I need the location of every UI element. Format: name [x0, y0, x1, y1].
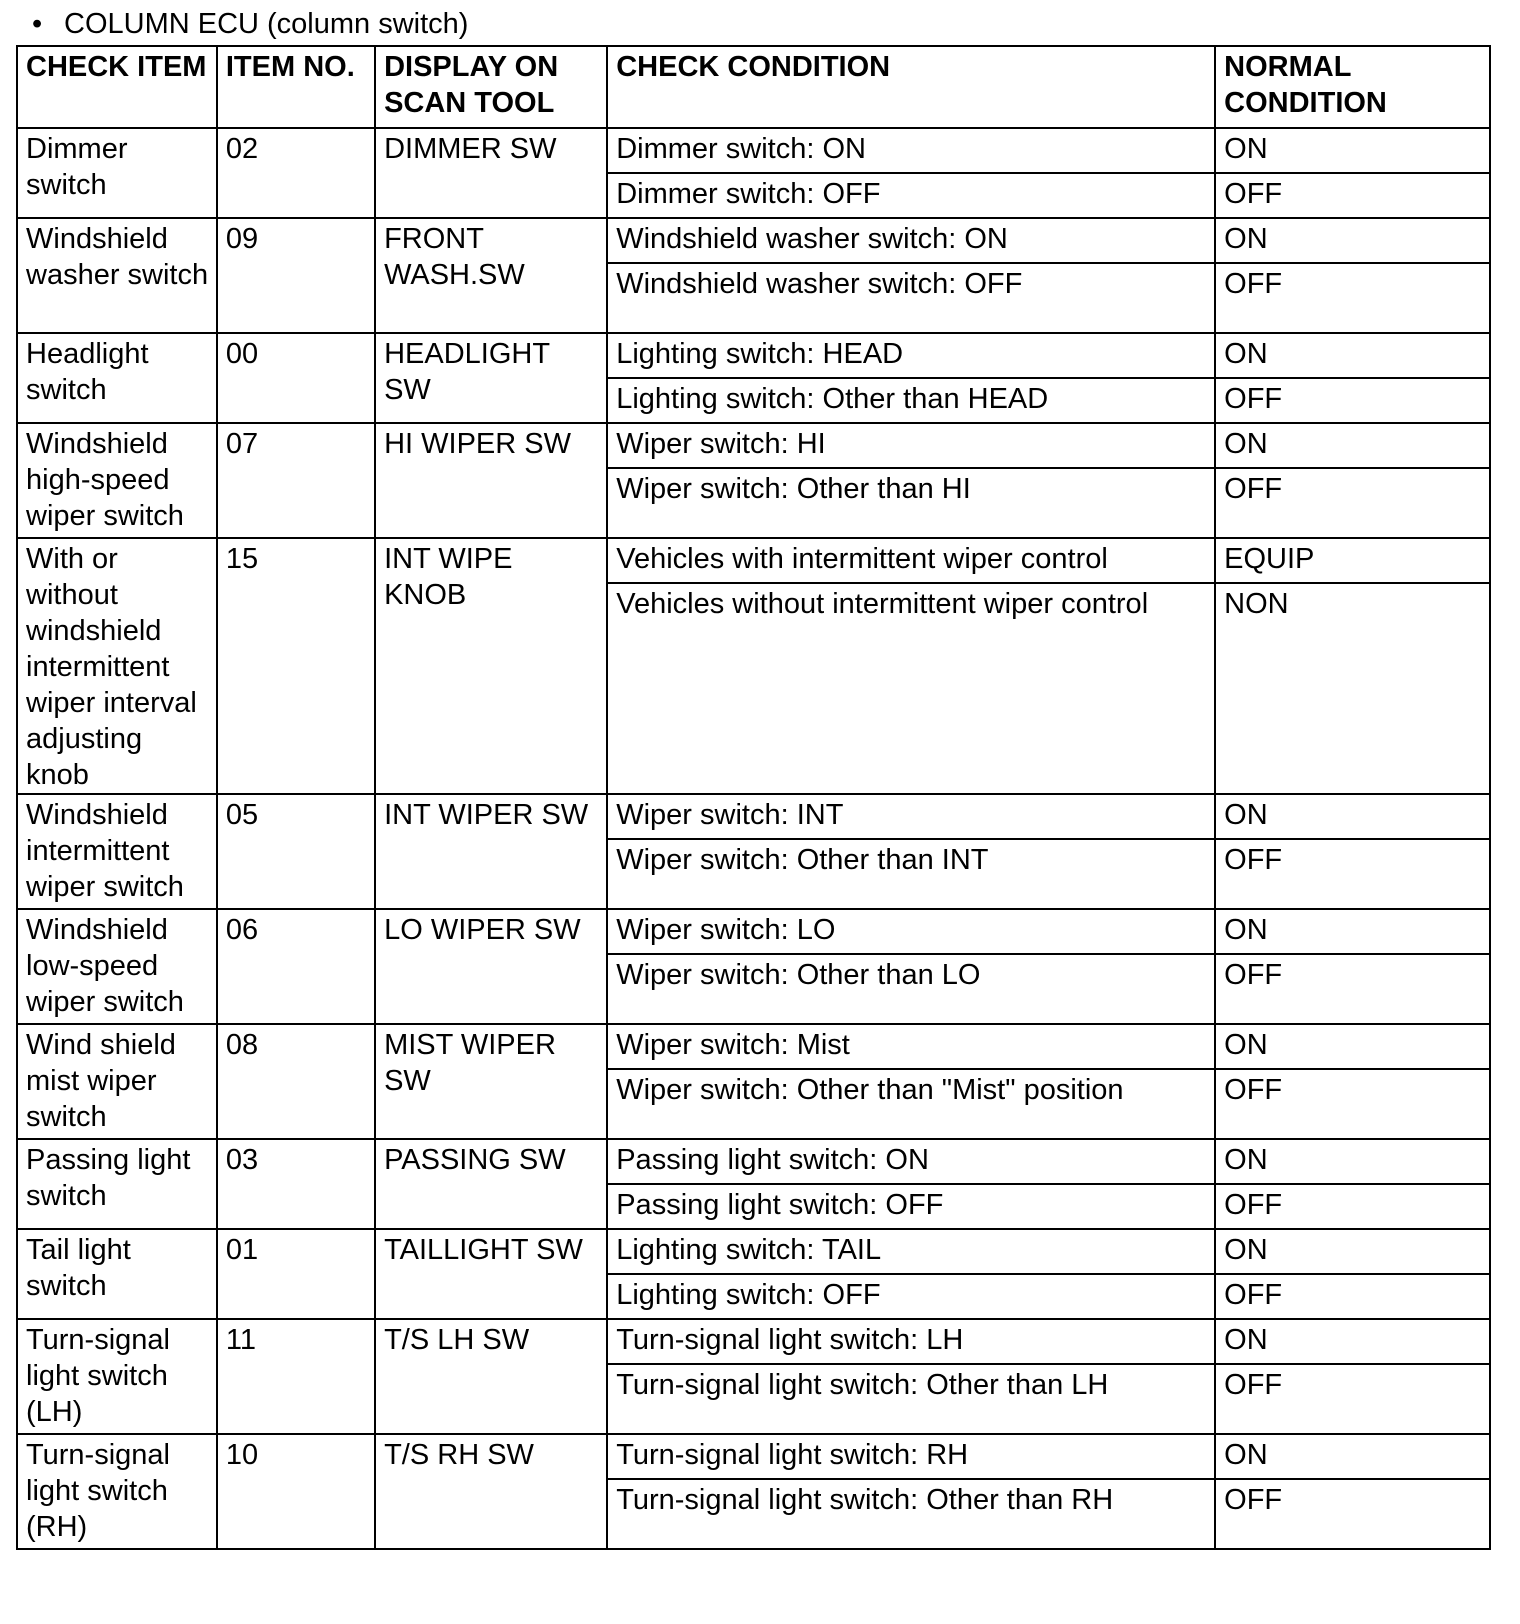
item-no-cell: 08 [217, 1024, 375, 1139]
check-condition-cell: Wiper switch: Other than HI [607, 468, 1215, 538]
header-normal-condition: NORMAL CONDITION [1215, 46, 1490, 128]
normal-condition-cell: NON [1215, 583, 1490, 794]
item-no-cell: 02 [217, 128, 375, 218]
normal-condition-cell: ON [1215, 423, 1490, 468]
scan-tool-display-cell: DIMMER SW [375, 128, 607, 218]
normal-condition-cell: OFF [1215, 263, 1490, 333]
check-item-cell: With or without windshield intermittent wiper interval adjusting knob [17, 538, 217, 794]
check-condition-cell: Wiper switch: LO [607, 909, 1215, 954]
item-no-cell: 06 [217, 909, 375, 1024]
normal-condition-cell: OFF [1215, 1184, 1490, 1229]
item-no-cell: 15 [217, 538, 375, 794]
header-check-condition: CHECK CONDITION [607, 46, 1215, 128]
item-no-cell: 10 [217, 1434, 375, 1549]
check-condition-cell: Passing light switch: ON [607, 1139, 1215, 1184]
check-condition-cell: Wiper switch: INT [607, 794, 1215, 839]
scan-tool-display-cell: LO WIPER SW [375, 909, 607, 1024]
normal-condition-cell: OFF [1215, 839, 1490, 909]
table-row [17, 1229, 1490, 1274]
table-row [17, 423, 1490, 468]
check-item-cell: Windshield washer switch [17, 218, 217, 333]
normal-condition-cell: ON [1215, 1139, 1490, 1184]
check-condition-cell: Lighting switch: HEAD [607, 333, 1215, 378]
table-row [17, 909, 1490, 954]
table-header-row [17, 46, 1490, 128]
scan-tool-display-cell: INT WIPER SW [375, 794, 607, 909]
table-row [17, 218, 1490, 263]
section-heading-text: COLUMN ECU (column switch) [64, 8, 469, 40]
table-row [17, 128, 1490, 173]
check-condition-cell: Lighting switch: OFF [607, 1274, 1215, 1319]
table-row [17, 794, 1490, 839]
check-condition-cell: Turn-signal light switch: RH [607, 1434, 1215, 1479]
check-item-cell: Windshield intermittent wiper switch [17, 794, 217, 909]
check-item-cell: Passing light switch [17, 1139, 217, 1229]
check-condition-cell: Passing light switch: OFF [607, 1184, 1215, 1229]
check-condition-cell: Dimmer switch: OFF [607, 173, 1215, 218]
scan-tool-display-cell: T/S LH SW [375, 1319, 607, 1434]
normal-condition-cell: OFF [1215, 173, 1490, 218]
table-row [17, 1319, 1490, 1364]
check-item-cell: Windshield high-speed wiper switch [17, 423, 217, 538]
item-no-cell: 01 [217, 1229, 375, 1319]
bullet-icon: • [32, 8, 43, 40]
check-condition-cell: Turn-signal light switch: Other than LH [607, 1364, 1215, 1434]
scan-tool-display-cell: T/S RH SW [375, 1434, 607, 1549]
check-condition-cell: Windshield washer switch: ON [607, 218, 1215, 263]
check-item-cell: Wind shield mist wiper switch [17, 1024, 217, 1139]
normal-condition-cell: OFF [1215, 468, 1490, 538]
header-display-on-scan-tool: DISPLAY ON SCAN TOOL [375, 46, 607, 128]
table-row [17, 1139, 1490, 1184]
check-condition-cell: Turn-signal light switch: Other than RH [607, 1479, 1215, 1549]
check-item-cell: Turn-signal light switch (LH) [17, 1319, 217, 1434]
table-row [17, 333, 1490, 378]
table-row [17, 1434, 1490, 1479]
normal-condition-cell: ON [1215, 1434, 1490, 1479]
header-item-no: ITEM NO. [217, 46, 375, 128]
item-no-cell: 09 [217, 218, 375, 333]
scan-tool-display-cell: FRONT WASH.SW [375, 218, 607, 333]
normal-condition-cell: ON [1215, 794, 1490, 839]
normal-condition-cell: OFF [1215, 1364, 1490, 1434]
check-condition-cell: Dimmer switch: ON [607, 128, 1215, 173]
item-no-cell: 00 [217, 333, 375, 423]
normal-condition-cell: ON [1215, 128, 1490, 173]
check-condition-cell: Vehicles without intermittent wiper control [607, 583, 1215, 794]
normal-condition-cell: ON [1215, 333, 1490, 378]
scan-tool-display-cell: PASSING SW [375, 1139, 607, 1229]
check-condition-cell: Windshield washer switch: OFF [607, 263, 1215, 333]
check-item-cell: Windshield low-speed wiper switch [17, 909, 217, 1024]
normal-condition-cell: OFF [1215, 954, 1490, 1024]
check-condition-cell: Lighting switch: TAIL [607, 1229, 1215, 1274]
check-condition-cell: Lighting switch: Other than HEAD [607, 378, 1215, 423]
normal-condition-cell: OFF [1215, 1479, 1490, 1549]
scan-tool-display-cell: HEADLIGHT SW [375, 333, 607, 423]
scan-tool-display-cell: HI WIPER SW [375, 423, 607, 538]
check-table [16, 45, 1491, 1550]
check-condition-cell: Wiper switch: Other than "Mist" position [607, 1069, 1215, 1139]
header-check-item: CHECK ITEM [17, 46, 217, 128]
section-heading [32, 6, 468, 42]
check-condition-cell: Vehicles with intermittent wiper control [607, 538, 1215, 583]
scan-tool-display-cell: TAILLIGHT SW [375, 1229, 607, 1319]
normal-condition-cell: EQUIP [1215, 538, 1490, 583]
table-row [17, 538, 1490, 583]
check-item-cell: Turn-signal light switch (RH) [17, 1434, 217, 1549]
scan-tool-display-cell: MIST WIPER SW [375, 1024, 607, 1139]
normal-condition-cell: OFF [1215, 378, 1490, 423]
table-row [17, 1024, 1490, 1069]
scan-tool-display-cell: INT WIPE KNOB [375, 538, 607, 794]
check-condition-cell: Wiper switch: HI [607, 423, 1215, 468]
check-condition-cell: Wiper switch: Other than LO [607, 954, 1215, 1024]
check-condition-cell: Turn-signal light switch: LH [607, 1319, 1215, 1364]
check-condition-cell: Wiper switch: Other than INT [607, 839, 1215, 909]
normal-condition-cell: ON [1215, 1024, 1490, 1069]
normal-condition-cell: ON [1215, 1319, 1490, 1364]
normal-condition-cell: OFF [1215, 1069, 1490, 1139]
check-item-cell: Tail light switch [17, 1229, 217, 1319]
normal-condition-cell: OFF [1215, 1274, 1490, 1319]
check-item-cell: Headlight switch [17, 333, 217, 423]
item-no-cell: 03 [217, 1139, 375, 1229]
normal-condition-cell: ON [1215, 909, 1490, 954]
item-no-cell: 11 [217, 1319, 375, 1434]
check-item-cell: Dimmer switch [17, 128, 217, 218]
normal-condition-cell: ON [1215, 1229, 1490, 1274]
item-no-cell: 05 [217, 794, 375, 909]
check-table-body [17, 46, 1490, 1549]
check-condition-cell: Wiper switch: Mist [607, 1024, 1215, 1069]
item-no-cell: 07 [217, 423, 375, 538]
normal-condition-cell: ON [1215, 218, 1490, 263]
